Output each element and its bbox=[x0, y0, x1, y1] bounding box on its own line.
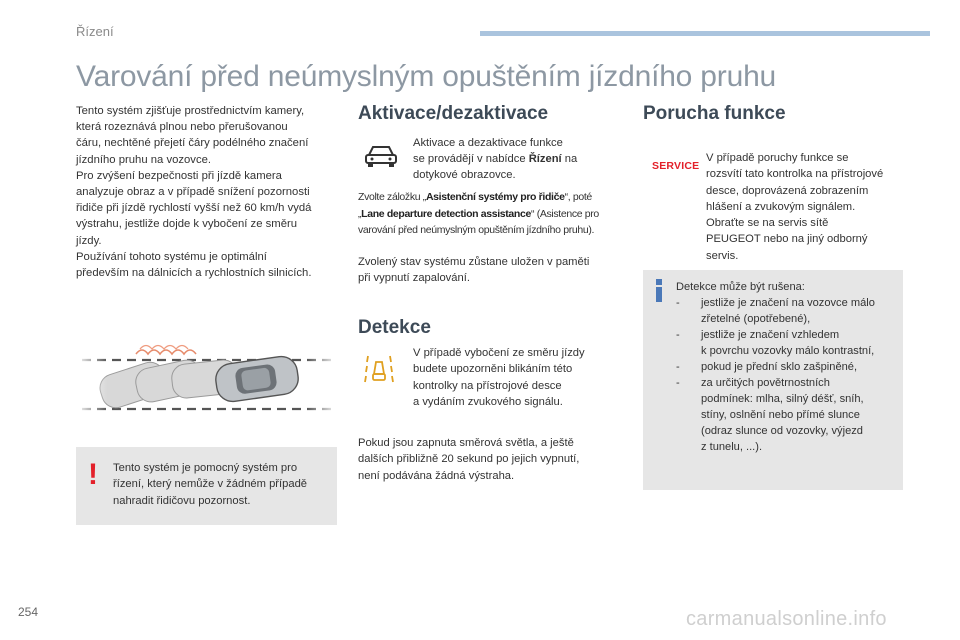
intro-line: čáru, nechtěné přejetí čáry podélného značení bbox=[76, 137, 309, 150]
intro-line: výstrahu, jestliže dojde k vybočení ze směru bbox=[76, 218, 298, 231]
intro-line: jízdního pruhu na vozovce. bbox=[76, 153, 212, 166]
fault-line: servis. bbox=[706, 249, 739, 262]
lane-departure-illustration bbox=[76, 338, 338, 414]
intro-line: která rozeznává plnou nebo přerušovanou bbox=[76, 121, 288, 134]
memory-line: při vypnutí zapalování. bbox=[358, 272, 470, 285]
menu-name: Řízení bbox=[528, 153, 562, 166]
fault-text bbox=[706, 150, 911, 264]
activation-line bbox=[413, 151, 618, 167]
warning-line: Tento systém je pomocný systém pro bbox=[113, 462, 298, 474]
function-name: Lane departure detection assistance bbox=[361, 207, 531, 220]
detection-line: budete upozorněni blikáním této bbox=[413, 363, 573, 376]
activation-line-text: na bbox=[561, 153, 578, 166]
list-dash: - bbox=[676, 361, 680, 373]
detection-text bbox=[413, 345, 623, 410]
tab-text: “, poté bbox=[564, 191, 592, 203]
activation-heading: Aktivace/dezaktivace bbox=[358, 103, 549, 124]
list-dash: - bbox=[676, 377, 680, 389]
info-icon bbox=[655, 279, 663, 302]
watermark: carmanualsonline.info bbox=[686, 608, 887, 630]
list-item-line: podmínek: mlha, silný déšť, sníh, bbox=[701, 393, 864, 405]
intro-line: Používání tohoto systému je optimální bbox=[76, 250, 267, 263]
intro-line: řidiče při jízdě rychlostí vyšší než 60 km/h vydá bbox=[76, 202, 312, 215]
fault-line: PEUGEOT nebo na jiný odborný bbox=[706, 233, 868, 246]
blinker-line: není podávána žádná výstraha. bbox=[358, 469, 515, 482]
fault-line: rozsvítí tato kontrolka na přístrojové bbox=[706, 168, 884, 181]
lane-departure-icon bbox=[364, 352, 394, 386]
detection-line: a vydáním zvukového signálu. bbox=[413, 395, 563, 408]
tab-name: Asistenční systémy pro řidiče bbox=[425, 191, 565, 203]
page-number: 254 bbox=[18, 605, 39, 619]
page-title: Varování před neúmyslným opuštěním jízdního pruhu bbox=[76, 60, 777, 93]
list-item-line: jestliže je značení na vozovce málo bbox=[701, 297, 875, 309]
list-item bbox=[676, 375, 898, 455]
fault-line: hlášení a zvukovým signálem. bbox=[706, 200, 856, 213]
car-front-icon bbox=[364, 143, 398, 169]
intro-line: především na dálnicích a rychlostních silnicích. bbox=[76, 267, 312, 280]
blinker-line: Pokud jsou zapnuta směrová světla, a ještě bbox=[358, 437, 574, 449]
warning-exclamation-icon: ! bbox=[88, 458, 98, 491]
tab-line bbox=[358, 189, 628, 206]
list-item-line: stíny, oslnění nebo přímé slunce bbox=[701, 409, 860, 421]
list-item-line: zřetelné (opotřebené), bbox=[701, 313, 811, 325]
list-dash: - bbox=[676, 297, 680, 309]
blinker-text bbox=[358, 435, 633, 484]
tab-line: varování před neúmyslným opuštěním jízdního pruhu). bbox=[358, 224, 595, 236]
warning-line: řízení, který nemůže v žádném případě bbox=[113, 478, 308, 491]
list-item-line: jestliže je značení vzhledem bbox=[701, 329, 840, 341]
intro-line: jízdy. bbox=[76, 234, 102, 247]
list-item-line: k povrchu vozovky málo kontrastní, bbox=[701, 345, 875, 357]
warning-text bbox=[113, 460, 333, 509]
service-warning-icon: SERVICE bbox=[652, 160, 700, 172]
tab-line bbox=[358, 206, 628, 223]
detection-heading: Detekce bbox=[358, 317, 431, 338]
intro-line: Tento systém zjišťuje prostřednictvím kamery, bbox=[76, 105, 305, 117]
detection-line: V případě vybočení ze směru jízdy bbox=[413, 347, 585, 359]
info-list bbox=[676, 279, 898, 455]
list-item-line: za určitých povětrnostních bbox=[701, 377, 830, 389]
activation-text bbox=[413, 135, 618, 184]
detection-line: kontrolky na přístrojové desce bbox=[413, 379, 562, 392]
memory-line: Zvolený stav systému zůstane uložen v paměti bbox=[358, 256, 590, 268]
list-item-line: (odraz slunce od vozovky, výjezd bbox=[701, 425, 863, 437]
warning-line: nahradit řidičovu pozornost. bbox=[113, 494, 251, 507]
list-item-line: pokud je přední sklo zašpiněné, bbox=[701, 361, 858, 373]
list-item bbox=[676, 327, 898, 359]
tab-text: “ (Asistence pro bbox=[530, 207, 599, 220]
header-bar bbox=[480, 31, 930, 36]
section-label: Řízení bbox=[76, 24, 114, 39]
fault-line: Obraťte se na servis sítě bbox=[706, 217, 829, 230]
activation-tab-instructions bbox=[358, 189, 628, 239]
intro-text bbox=[76, 103, 338, 281]
blinker-line: dalších přibližně 20 sekund po jejich vypnutí, bbox=[358, 453, 580, 466]
list-item-line: z tunelu, ...). bbox=[701, 441, 763, 453]
list-item bbox=[676, 295, 898, 327]
fault-heading: Porucha funkce bbox=[643, 103, 786, 124]
activation-line-text: se provádějí v nabídce bbox=[413, 153, 529, 166]
fault-line: desce, doprovázená zobrazením bbox=[706, 184, 869, 197]
activation-line: Aktivace a dezaktivace funkce bbox=[413, 137, 563, 149]
list-dash: - bbox=[676, 329, 680, 341]
info-intro: Detekce může být rušena: bbox=[676, 281, 805, 293]
fault-line: V případě poruchy funkce se bbox=[706, 152, 849, 164]
activation-line: dotykové obrazovce. bbox=[413, 169, 516, 182]
tab-text: „ bbox=[358, 207, 362, 220]
intro-line: Pro zvýšení bezpečnosti při jízdě kamera bbox=[76, 169, 282, 182]
tab-text: Zvolte záložku „ bbox=[358, 191, 426, 203]
list-item bbox=[676, 359, 898, 375]
memory-text bbox=[358, 254, 628, 287]
intro-line: analyzuje obraz a v případě snížení pozornosti bbox=[76, 186, 310, 199]
